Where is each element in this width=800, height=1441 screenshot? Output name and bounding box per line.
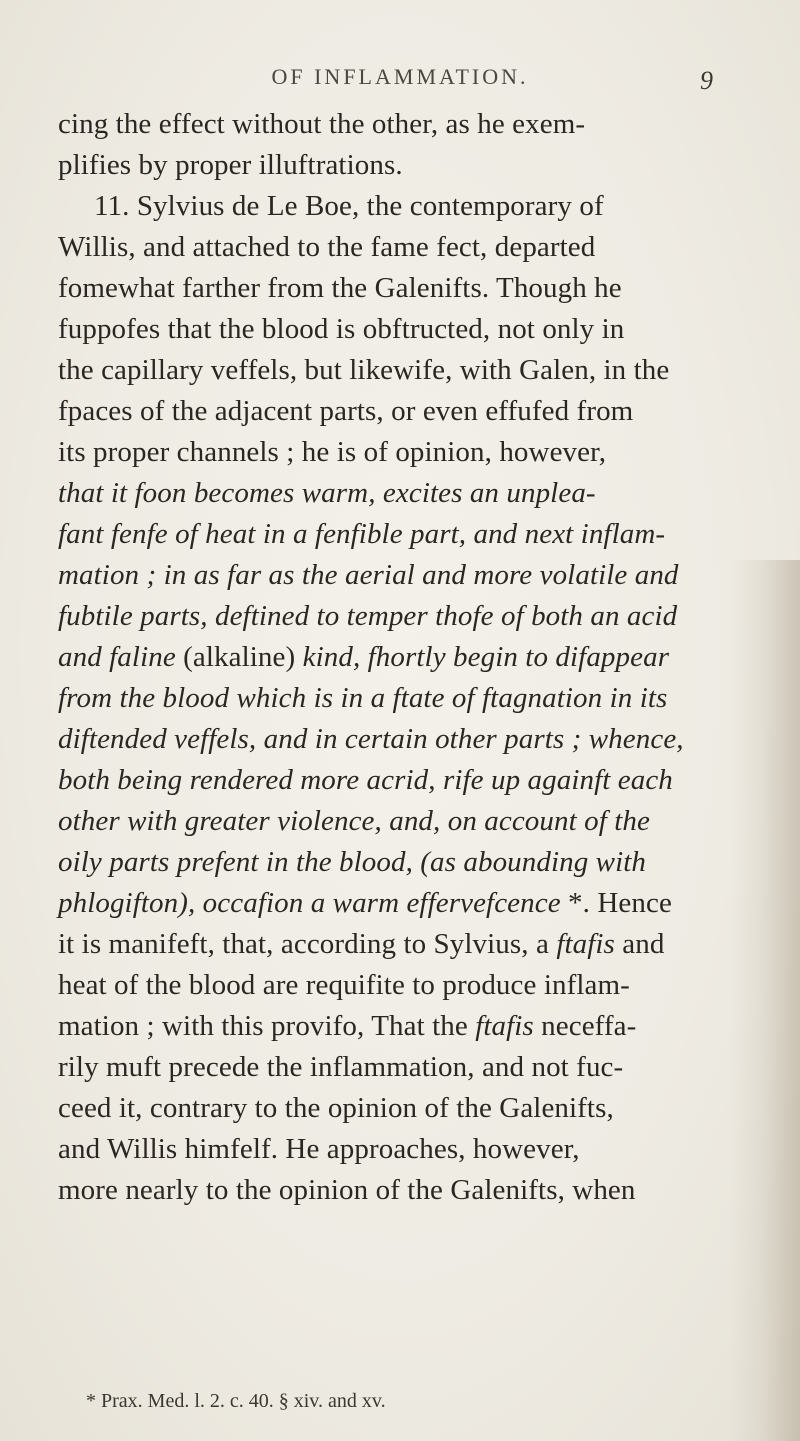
text-line: [58, 1170, 748, 1211]
text-line: [58, 1129, 748, 1170]
text-segment: heat of the blood are requifite to produce inflam-: [58, 969, 630, 1001]
text-line: [58, 555, 748, 596]
text-line: [58, 391, 748, 432]
text-line: [58, 473, 748, 514]
italic-text: and faline: [58, 641, 184, 673]
text-segment: Willis, and attached to the fame fect, departed: [58, 231, 596, 263]
italic-text: phlogifton), occafion a warm effervefcence: [58, 887, 561, 919]
text-segment: (alkaline): [183, 641, 303, 673]
text-segment: fomewhat farther from the Galenifts. Though he: [58, 272, 622, 304]
text-line: [58, 186, 748, 227]
text-segment: and: [614, 928, 665, 960]
text-segment: and Willis himfelf. He approaches, however,: [58, 1133, 580, 1165]
text-line: [58, 965, 748, 1006]
italic-text: kind, fhortly begin to difappear: [302, 641, 670, 673]
italic-text: ftafis: [475, 1010, 534, 1042]
italic-text: fant fenfe of heat in a fenfible part, and next inflam-: [58, 518, 666, 550]
text-line: [58, 227, 748, 268]
text-line: [58, 514, 748, 555]
text-segment: fuppofes that the blood is obftructed, not only in: [58, 313, 625, 345]
text-line: [58, 104, 748, 145]
text-line: [58, 801, 748, 842]
text-line: [58, 145, 748, 186]
text-segment: it is manifeft, that, according to Sylvius, a: [58, 928, 557, 960]
italic-text: both being rendered more acrid, rife up againft each: [58, 764, 673, 796]
text-segment: ceed it, contrary to the opinion of the Galenifts,: [58, 1092, 614, 1124]
running-head: OF INFLAMMATION.: [271, 64, 529, 89]
text-line: [58, 924, 748, 965]
text-line: [58, 1047, 748, 1088]
text-segment: neceffa-: [533, 1010, 637, 1042]
footnote: * Prax. Med. l. 2. c. 40. § xiv. and xv.: [86, 1390, 386, 1412]
text-line: [58, 268, 748, 309]
italic-text: ftafis: [556, 928, 615, 960]
text-line: [58, 637, 748, 678]
text-line: [58, 678, 748, 719]
italic-text: other with greater violence, and, on account of the: [58, 805, 650, 837]
text-line: [58, 719, 748, 760]
italic-text: diftended veffels, and in certain other parts ; whence,: [58, 723, 684, 755]
text-segment: rily muft precede the inflammation, and not fuc-: [58, 1051, 624, 1083]
text-line: [58, 432, 748, 473]
italic-text: mation ; in as far as the aerial and more volatile and: [58, 559, 679, 591]
text-segment: 11. Sylvius de Le Boe, the contemporary of: [94, 190, 604, 222]
text-line: [58, 883, 748, 924]
text-line: [58, 1088, 748, 1129]
text-segment: plifies by proper illuftrations.: [58, 149, 403, 181]
text-segment: the capillary veffels, but likewife, with Galen, in the: [58, 354, 670, 386]
text-line: [58, 842, 748, 883]
text-segment: fpaces of the adjacent parts, or even effufed from: [58, 395, 634, 427]
page-number: 9: [700, 66, 713, 95]
text-segment: cing the effect without the other, as he exem-: [58, 108, 586, 140]
italic-text: oily parts prefent in the blood, (as abounding with: [58, 846, 647, 878]
text-line: [58, 1006, 748, 1047]
text-line: [58, 596, 748, 637]
text-segment: *. Hence: [560, 887, 672, 919]
text-segment: more nearly to the opinion of the Galenifts, when: [58, 1174, 636, 1206]
italic-text: that it foon becomes warm, excites an unplea-: [58, 477, 596, 509]
text-line: [58, 309, 748, 350]
italic-text: fubtile parts, deftined to temper thofe of both an acid: [58, 600, 678, 632]
body-text: [58, 104, 748, 1211]
page-header: [0, 64, 800, 100]
text-segment: mation ; with this provifo, That the: [58, 1010, 476, 1042]
italic-text: from the blood which is in a ftate of ftagnation in its: [58, 682, 668, 714]
text-line: [58, 760, 748, 801]
text-line: [58, 350, 748, 391]
text-segment: its proper channels ; he is of opinion, however,: [58, 436, 607, 468]
